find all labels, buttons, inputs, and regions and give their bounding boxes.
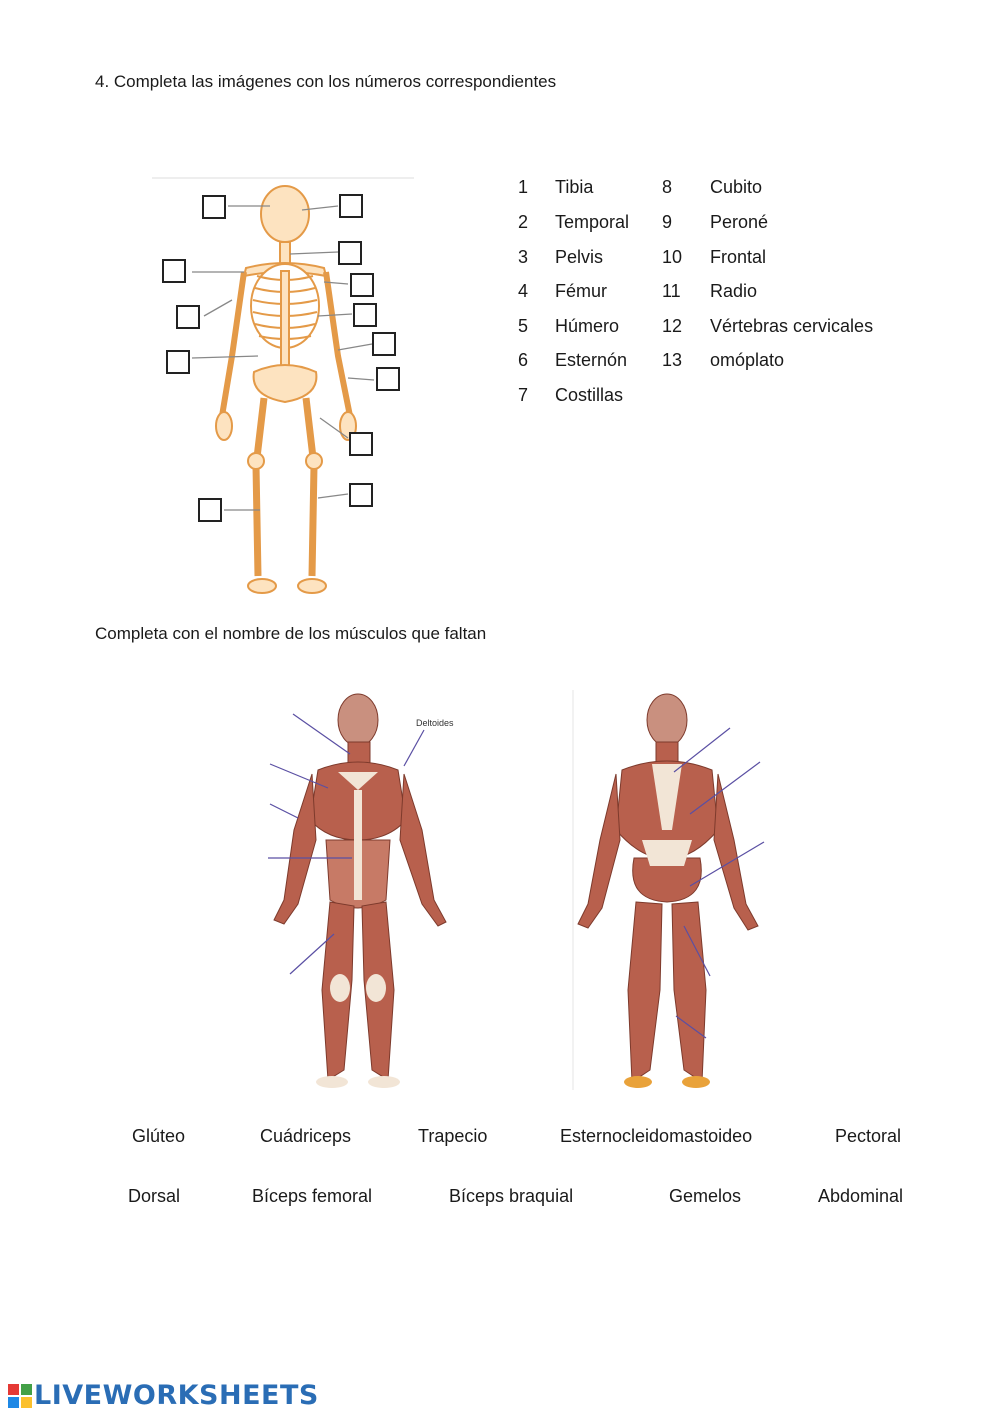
skeleton-answer-box[interactable] xyxy=(372,332,396,356)
word-bank-item[interactable]: Gemelos xyxy=(669,1186,742,1206)
word-bank-item[interactable]: Pectoral xyxy=(835,1126,902,1146)
legend-number: 3 xyxy=(518,247,529,267)
skeleton-answer-box[interactable] xyxy=(349,483,373,507)
legend-number: 2 xyxy=(518,212,529,232)
muscles-back-illustration xyxy=(572,690,767,1090)
skeleton-answer-box[interactable] xyxy=(176,305,200,329)
skeleton-answer-box[interactable] xyxy=(338,241,362,265)
word-bank-item[interactable]: Trapecio xyxy=(418,1126,488,1146)
muscles-front-illustration xyxy=(268,690,468,1090)
skeleton-answer-box[interactable] xyxy=(339,194,363,218)
liveworksheets-logo[interactable] xyxy=(8,1380,319,1411)
legend-number: 6 xyxy=(518,350,529,370)
legend-term: Húmero xyxy=(555,316,620,336)
legend-number: 13 xyxy=(662,350,683,370)
skeleton-answer-box[interactable] xyxy=(350,273,374,297)
deltoides-label: Deltoides xyxy=(416,718,454,728)
exercise-1-title: 4. Completa las imágenes con los números correspondientes xyxy=(95,72,557,91)
legend-term: Cubito xyxy=(710,177,763,197)
word-bank-item[interactable]: Abdominal xyxy=(818,1186,904,1206)
legend-number: 7 xyxy=(518,385,529,405)
word-bank-item[interactable]: Esternocleidomastoideo xyxy=(560,1126,753,1146)
legend-number: 4 xyxy=(518,281,529,301)
liveworksheets-logo-icon xyxy=(8,1384,32,1408)
legend-term: Tibia xyxy=(555,177,594,197)
legend-term: Esternón xyxy=(555,350,628,370)
legend-term: omóplato xyxy=(710,350,785,370)
skeleton-illustration xyxy=(152,176,416,608)
skeleton-answer-box[interactable] xyxy=(166,350,190,374)
skeleton-answer-box[interactable] xyxy=(202,195,226,219)
word-bank-item[interactable]: Cuádriceps xyxy=(260,1126,352,1146)
skeleton-answer-box[interactable] xyxy=(376,367,400,391)
legend-term: Peroné xyxy=(710,212,769,232)
word-bank-item[interactable]: Dorsal xyxy=(128,1186,181,1206)
skeleton-answer-box[interactable] xyxy=(162,259,186,283)
legend-number: 5 xyxy=(518,316,529,336)
legend-number: 11 xyxy=(662,281,681,301)
word-bank-item[interactable]: Glúteo xyxy=(132,1126,186,1146)
legend-number: 9 xyxy=(662,212,673,232)
legend-number: 1 xyxy=(518,177,529,197)
legend-term: Radio xyxy=(710,281,758,301)
skeleton-answer-box[interactable] xyxy=(349,432,373,456)
legend-number: 10 xyxy=(662,247,683,267)
legend-number: 12 xyxy=(662,316,683,336)
legend-term: Temporal xyxy=(555,212,630,232)
legend-term: Frontal xyxy=(710,247,767,267)
legend-number: 8 xyxy=(662,177,673,197)
brand-name: LIVEWORKSHEETS xyxy=(34,1380,319,1411)
skeleton-answer-box[interactable] xyxy=(198,498,222,522)
word-bank-item[interactable]: Bíceps femoral xyxy=(252,1186,373,1206)
legend-term: Fémur xyxy=(555,281,608,301)
legend-term: Costillas xyxy=(555,385,624,405)
legend-term: Pelvis xyxy=(555,247,604,267)
skeleton-answer-box[interactable] xyxy=(353,303,377,327)
word-bank-item[interactable]: Bíceps braquial xyxy=(449,1186,574,1206)
exercise-2-title: Completa con el nombre de los músculos que faltan xyxy=(95,624,487,643)
legend-term: Vértebras cervicales xyxy=(710,316,874,336)
